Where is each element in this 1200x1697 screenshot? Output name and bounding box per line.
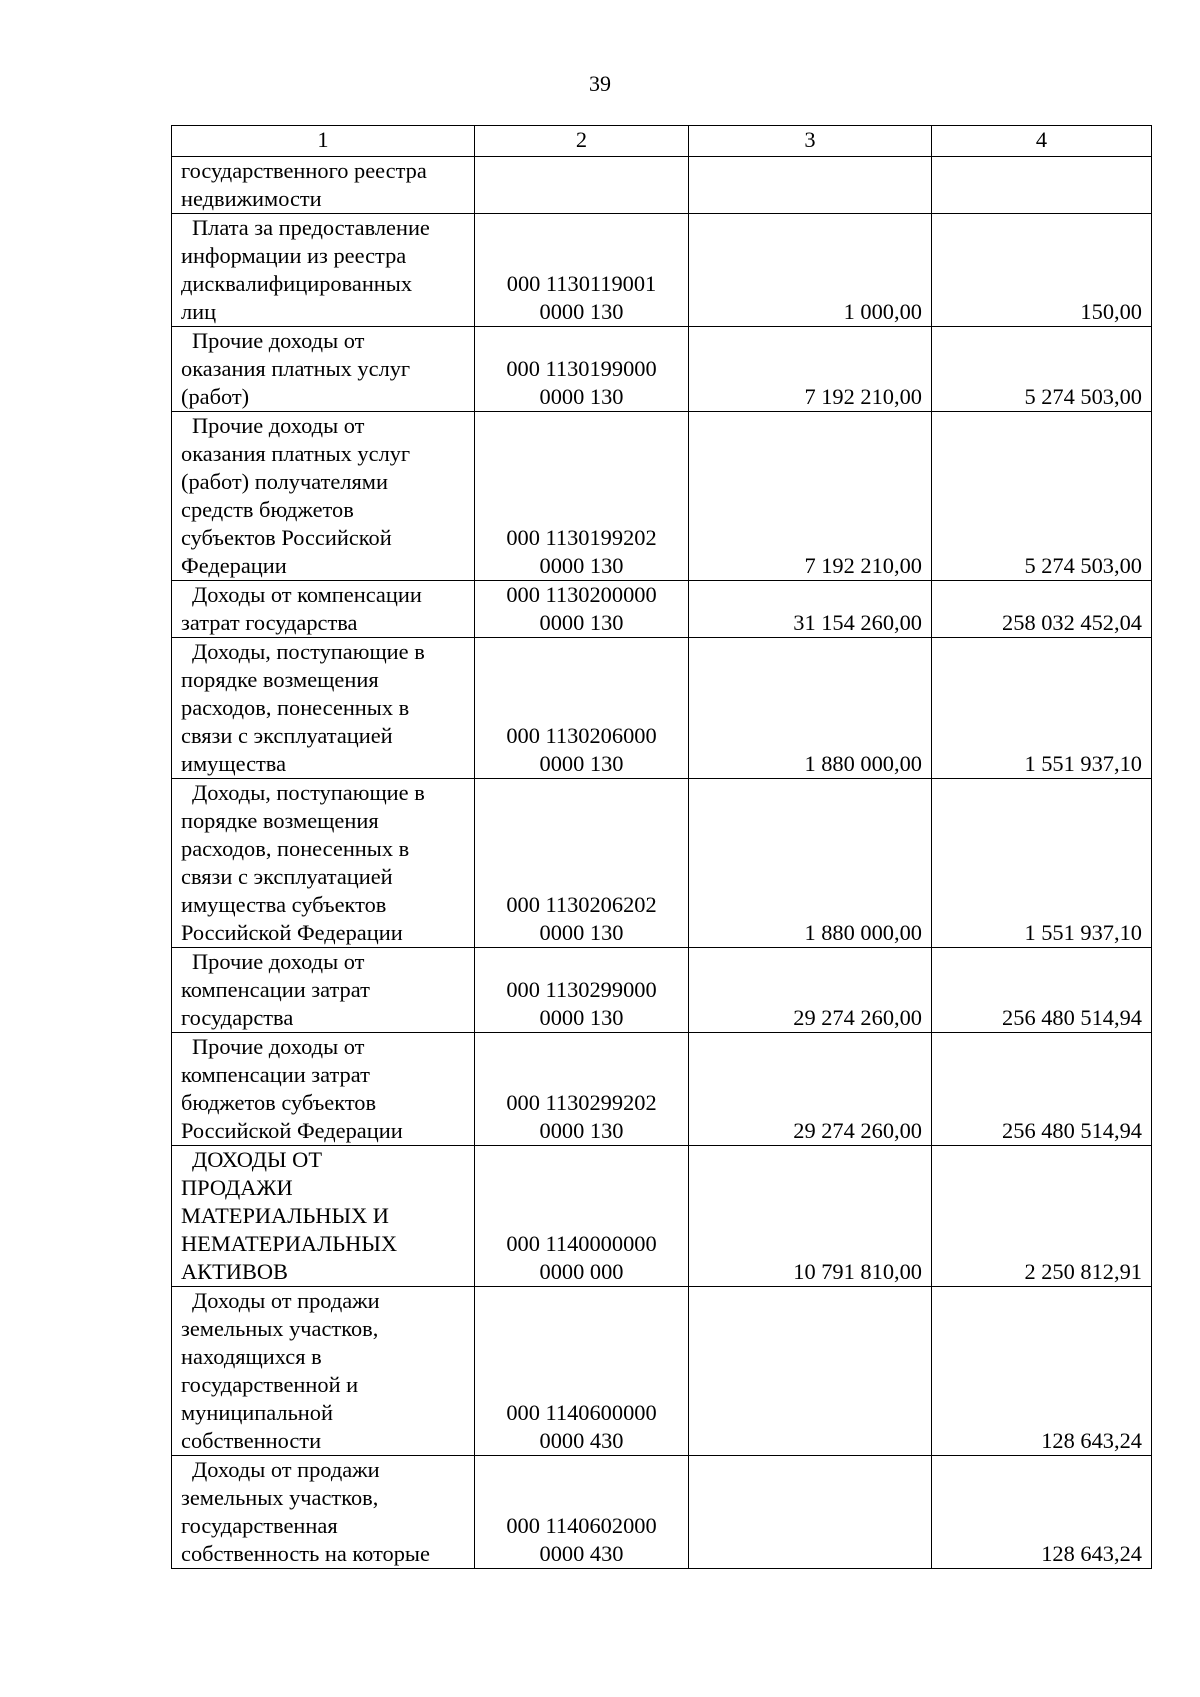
budget-code-line: 000 1140600000 bbox=[506, 1400, 657, 1425]
revenue-name-line: Доходы, поступающие в bbox=[192, 780, 425, 805]
planned-amount-cell: 29 274 260,00 bbox=[689, 948, 932, 1033]
budget-code-line: 0000 130 bbox=[539, 384, 624, 409]
actual-amount-cell: 5 274 503,00 bbox=[932, 327, 1152, 412]
revenue-name-line: Российской Федерации bbox=[181, 920, 403, 945]
revenue-name-cell bbox=[172, 1456, 475, 1569]
revenue-name-line: Прочие доходы от bbox=[192, 413, 365, 438]
budget-code-line: 0000 130 bbox=[539, 610, 624, 635]
planned-amount-cell: 7 192 210,00 bbox=[689, 412, 932, 581]
planned-amount-cell: 1 880 000,00 bbox=[689, 638, 932, 779]
revenue-name-cell bbox=[172, 214, 475, 327]
revenue-name-line: НЕМАТЕРИАЛЬНЫХ bbox=[181, 1231, 398, 1256]
revenue-name-cell bbox=[172, 1287, 475, 1456]
budget-code-line: 000 1130199000 bbox=[506, 356, 657, 381]
revenue-name-line: муниципальной bbox=[181, 1400, 333, 1425]
revenue-name-line: находящихся в bbox=[181, 1344, 322, 1369]
revenue-name-cell bbox=[172, 948, 475, 1033]
budget-code-cell bbox=[475, 779, 689, 948]
budget-code-line: 000 1130200000 bbox=[506, 582, 657, 607]
budget-code-line: 0000 430 bbox=[539, 1541, 624, 1566]
budget-code-line: 0000 130 bbox=[539, 1118, 624, 1143]
revenue-name-line: затрат государства bbox=[181, 610, 358, 635]
revenue-name-line: (работ) получателями bbox=[181, 469, 388, 494]
revenue-name-cell bbox=[172, 327, 475, 412]
table-row bbox=[172, 1033, 1152, 1146]
budget-code-cell bbox=[475, 157, 689, 214]
planned-amount-cell: 31 154 260,00 bbox=[689, 581, 932, 638]
revenue-name-line: ПРОДАЖИ bbox=[181, 1175, 293, 1200]
revenue-name-line: порядке возмещения bbox=[181, 667, 379, 692]
revenue-name-line: имущества bbox=[181, 751, 287, 776]
table-row bbox=[172, 412, 1152, 581]
budget-code-cell bbox=[475, 214, 689, 327]
revenue-name-line: Доходы от продажи bbox=[192, 1457, 380, 1482]
budget-code-line: 0000 430 bbox=[539, 1428, 624, 1453]
revenue-name-line: информации из реестра bbox=[181, 243, 407, 268]
planned-amount-cell bbox=[689, 1456, 932, 1569]
table-row bbox=[172, 779, 1152, 948]
budget-code-cell bbox=[475, 1146, 689, 1287]
actual-amount-cell: 150,00 bbox=[932, 214, 1152, 327]
actual-amount-cell: 128 643,24 bbox=[932, 1456, 1152, 1569]
revenue-name-cell bbox=[172, 638, 475, 779]
table-row bbox=[172, 327, 1152, 412]
budget-code-cell bbox=[475, 327, 689, 412]
budget-code-line: 000 1130299202 bbox=[506, 1090, 657, 1115]
budget-code-line: 0000 130 bbox=[539, 299, 624, 324]
budget-code-line: 0000 000 bbox=[539, 1259, 624, 1284]
revenue-name-line: оказания платных услуг bbox=[181, 356, 411, 381]
actual-amount-cell bbox=[932, 157, 1152, 214]
budget-code-cell bbox=[475, 412, 689, 581]
revenue-name-line: Доходы, поступающие в bbox=[192, 639, 425, 664]
revenue-name-line: государственного реестра bbox=[181, 158, 427, 183]
budget-code-line: 000 1130199202 bbox=[506, 525, 657, 550]
budget-code-line: 0000 130 bbox=[539, 1005, 624, 1030]
actual-amount-cell: 1 551 937,10 bbox=[932, 638, 1152, 779]
revenue-table bbox=[171, 125, 1152, 1569]
revenue-name-line: Российской Федерации bbox=[181, 1118, 403, 1143]
planned-amount-cell: 10 791 810,00 bbox=[689, 1146, 932, 1287]
revenue-name-line: средств бюджетов bbox=[181, 497, 354, 522]
revenue-name-line: оказания платных услуг bbox=[181, 441, 411, 466]
budget-code-cell bbox=[475, 1287, 689, 1456]
revenue-name-line: Прочие доходы от bbox=[192, 1034, 365, 1059]
table-row bbox=[172, 214, 1152, 327]
revenue-name-line: государственной и bbox=[181, 1372, 359, 1397]
revenue-name-line: Прочие доходы от bbox=[192, 949, 365, 974]
revenue-name-cell bbox=[172, 157, 475, 214]
revenue-name-line: Федерации bbox=[181, 553, 287, 578]
budget-code-line: 0000 130 bbox=[539, 920, 624, 945]
revenue-name-line: земельных участков, bbox=[181, 1316, 379, 1341]
planned-amount-cell: 1 880 000,00 bbox=[689, 779, 932, 948]
revenue-name-line: компенсации затрат bbox=[181, 1062, 370, 1087]
planned-amount-cell bbox=[689, 157, 932, 214]
revenue-name-line: МАТЕРИАЛЬНЫХ И bbox=[181, 1203, 389, 1228]
table-row bbox=[172, 638, 1152, 779]
actual-amount-cell: 1 551 937,10 bbox=[932, 779, 1152, 948]
budget-code-line: 000 1130206000 bbox=[506, 723, 657, 748]
actual-amount-cell: 5 274 503,00 bbox=[932, 412, 1152, 581]
budget-code-line: 000 1140000000 bbox=[506, 1231, 657, 1256]
actual-amount-cell: 258 032 452,04 bbox=[932, 581, 1152, 638]
page-number: 39 bbox=[589, 71, 611, 96]
actual-amount-cell: 256 480 514,94 bbox=[932, 1033, 1152, 1146]
budget-code-cell bbox=[475, 1456, 689, 1569]
column-header-3: 3 bbox=[689, 126, 932, 157]
planned-amount-cell bbox=[689, 1287, 932, 1456]
table-row bbox=[172, 1287, 1152, 1456]
revenue-name-line: собственность на которые bbox=[181, 1541, 430, 1566]
revenue-name-line: бюджетов субъектов bbox=[181, 1090, 377, 1115]
revenue-name-cell bbox=[172, 581, 475, 638]
revenue-name-line: государственная bbox=[181, 1513, 338, 1538]
budget-code-line: 000 1130119001 bbox=[506, 271, 657, 296]
budget-code-cell bbox=[475, 1033, 689, 1146]
revenue-name-cell bbox=[172, 1146, 475, 1287]
revenue-name-line: компенсации затрат bbox=[181, 977, 370, 1002]
budget-code-line: 000 1140602000 bbox=[506, 1513, 657, 1538]
budget-code-cell bbox=[475, 948, 689, 1033]
revenue-name-line: Доходы от продажи bbox=[192, 1288, 380, 1313]
revenue-name-line: недвижимости bbox=[181, 186, 322, 211]
revenue-name-line: имущества субъектов bbox=[181, 892, 387, 917]
actual-amount-cell: 256 480 514,94 bbox=[932, 948, 1152, 1033]
table-row bbox=[172, 581, 1152, 638]
budget-code-cell bbox=[475, 638, 689, 779]
column-header-1: 1 bbox=[172, 126, 475, 157]
revenue-name-line: дисквалифицированных bbox=[181, 271, 413, 296]
revenue-name-line: связи с эксплуатацией bbox=[181, 864, 393, 889]
revenue-name-line: субъектов Российской bbox=[181, 525, 392, 550]
budget-code-line: 0000 130 bbox=[539, 751, 624, 776]
planned-amount-cell: 1 000,00 bbox=[689, 214, 932, 327]
table-row bbox=[172, 157, 1152, 214]
revenue-name-line: государства bbox=[181, 1005, 294, 1030]
table-header-row bbox=[172, 126, 1152, 157]
revenue-name-line: (работ) bbox=[181, 384, 250, 409]
revenue-name-line: ДОХОДЫ ОТ bbox=[192, 1147, 323, 1172]
revenue-name-cell bbox=[172, 1033, 475, 1146]
planned-amount-cell: 7 192 210,00 bbox=[689, 327, 932, 412]
revenue-name-line: Доходы от компенсации bbox=[192, 582, 422, 607]
table-row bbox=[172, 1456, 1152, 1569]
revenue-name-line: связи с эксплуатацией bbox=[181, 723, 393, 748]
revenue-name-line: Прочие доходы от bbox=[192, 328, 365, 353]
revenue-name-line: расходов, понесенных в bbox=[181, 695, 410, 720]
actual-amount-cell: 128 643,24 bbox=[932, 1287, 1152, 1456]
revenue-name-cell bbox=[172, 779, 475, 948]
revenue-name-line: лиц bbox=[181, 299, 217, 324]
table-row bbox=[172, 1146, 1152, 1287]
revenue-name-line: расходов, понесенных в bbox=[181, 836, 410, 861]
revenue-name-line: собственности bbox=[181, 1428, 322, 1453]
budget-code-line: 000 1130206202 bbox=[506, 892, 657, 917]
revenue-name-line: АКТИВОВ bbox=[181, 1259, 288, 1284]
budget-code-line: 000 1130299000 bbox=[506, 977, 657, 1002]
planned-amount-cell: 29 274 260,00 bbox=[689, 1033, 932, 1146]
revenue-name-line: Плата за предоставление bbox=[192, 215, 430, 240]
revenue-name-line: порядке возмещения bbox=[181, 808, 379, 833]
revenue-name-line: земельных участков, bbox=[181, 1485, 379, 1510]
budget-code-cell bbox=[475, 581, 689, 638]
column-header-4: 4 bbox=[932, 126, 1152, 157]
revenue-name-cell bbox=[172, 412, 475, 581]
column-header-2: 2 bbox=[475, 126, 689, 157]
budget-code-line: 0000 130 bbox=[539, 553, 624, 578]
table-row bbox=[172, 948, 1152, 1033]
revenue-table-body bbox=[172, 126, 1152, 1569]
actual-amount-cell: 2 250 812,91 bbox=[932, 1146, 1152, 1287]
